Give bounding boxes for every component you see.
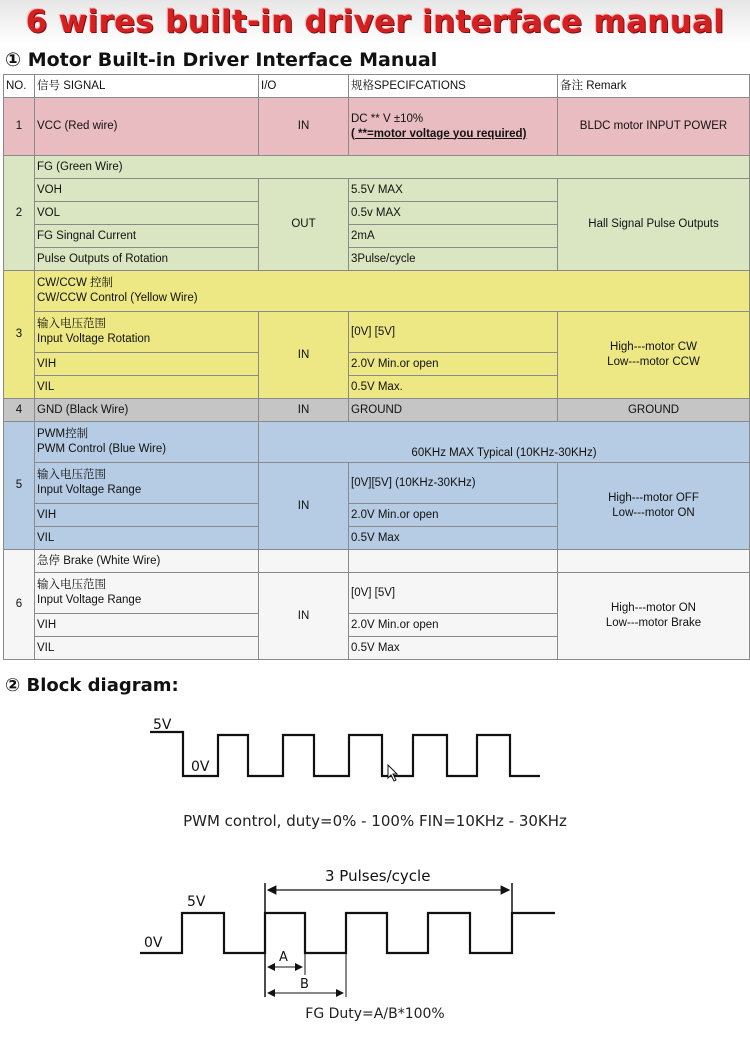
range-en: Input Voltage Rotation: [37, 333, 151, 345]
spec-line: DC ** V ±10%: [351, 112, 424, 125]
spec-cell: 0.5v MAX: [349, 202, 558, 225]
fg-waveform-diagram: [0, 855, 750, 1005]
table-row: [4, 156, 750, 179]
range-cn: 输入电压范围: [37, 469, 106, 481]
remark-cell: [558, 573, 750, 660]
signal-title: [35, 422, 259, 463]
signal-title: [35, 271, 750, 312]
signal-cell: VIL: [35, 527, 259, 550]
io-cell: IN: [259, 399, 349, 422]
frequency-note: 60KHz MAX Typical (10KHz-30KHz): [259, 422, 750, 463]
table-row: [4, 550, 750, 573]
row-number: 1: [4, 98, 35, 156]
row-number: 6: [4, 550, 35, 660]
header-spec: 规格SPECIFCATIONS: [349, 75, 558, 98]
fg-label-cycle: 3 Pulses/cycle: [325, 867, 431, 885]
spec-cell: [349, 98, 558, 156]
table-row: [4, 422, 750, 463]
remark-cell: [558, 312, 750, 399]
section-block-diagram-title: ② Block diagram:: [5, 675, 179, 696]
range-en: Input Voltage Range: [37, 594, 142, 606]
spec-cell: 2.0V Min.or open: [349, 353, 558, 376]
signal-cell: VCC (Red wire): [35, 98, 259, 156]
table-row: [4, 271, 750, 312]
remark-cell: [558, 463, 750, 550]
signal-cell: VOH: [35, 179, 259, 202]
spec-cell: 2.0V Min.or open: [349, 504, 558, 527]
remark-cell: GROUND: [558, 399, 750, 422]
remark-line: Low---motor ON: [612, 507, 695, 519]
range-en: Input Voltage Range: [37, 484, 142, 496]
pwm-label-0v: 0V: [191, 759, 210, 775]
signal-cell: GND (Black Wire): [35, 399, 259, 422]
header-remark: 备注 Remark: [558, 75, 750, 98]
spec-note: ( **=motor voltage you required): [351, 127, 527, 140]
remark-cell: BLDC motor INPUT POWER: [558, 98, 750, 156]
io-cell: OUT: [259, 179, 349, 271]
section-interface-title: ① Motor Built-in Driver Interface Manual: [5, 49, 438, 71]
spec-cell: [0V][5V] (10KHz-30KHz): [349, 463, 558, 504]
remark-line: High---motor CW: [610, 341, 697, 353]
empty-cell: [558, 550, 750, 573]
table-row: [4, 463, 750, 504]
banner: [0, 0, 750, 44]
spec-cell: 2.0V Min.or open: [349, 614, 558, 637]
row-number: 2: [4, 156, 35, 271]
interface-spec-table: [3, 74, 750, 660]
signal-title-cn: PWM控制: [37, 428, 89, 440]
fg-label-0v: 0V: [144, 935, 163, 951]
empty-cell: [259, 550, 349, 573]
remark-line: Low---motor Brake: [605, 617, 702, 629]
io-cell: IN: [259, 312, 349, 399]
remark-line: High---motor ON: [611, 602, 696, 614]
range-cn: 输入电压范围: [37, 579, 106, 591]
table-row: [4, 399, 750, 422]
cursor-icon: [388, 765, 397, 781]
table-row: [4, 98, 750, 156]
signal-cell: VOL: [35, 202, 259, 225]
signal-cell: FG Singnal Current: [35, 225, 259, 248]
fg-label-b: B: [300, 977, 309, 992]
signal-cell: [35, 463, 259, 504]
banner-title: 6 wires built-in driver interface manual: [25, 4, 725, 40]
fg-caption: FG Duty=A/B*100%: [305, 1006, 445, 1022]
header-signal: 信号 SIGNAL: [35, 75, 259, 98]
signal-cell: VIL: [35, 637, 259, 660]
spec-cell: [0V] [5V]: [349, 312, 558, 353]
spec-cell: 5.5V MAX: [349, 179, 558, 202]
io-cell: IN: [259, 463, 349, 550]
table-header-row: [4, 75, 750, 98]
empty-cell: [349, 550, 558, 573]
io-cell: IN: [259, 573, 349, 660]
header-io: I/O: [259, 75, 349, 98]
row-number: 4: [4, 399, 35, 422]
fg-label-5v: 5V: [187, 894, 206, 910]
row-number: 5: [4, 422, 35, 550]
pwm-caption: PWM control, duty=0% - 100% FIN=10KHz - 30KHz: [183, 812, 567, 830]
signal-title-en: PWM Control (Blue Wire): [37, 443, 167, 455]
signal-cell: Pulse Outputs of Rotation: [35, 248, 259, 271]
signal-cell: VIH: [35, 353, 259, 376]
spec-cell: [0V] [5V]: [349, 573, 558, 614]
signal-cell: VIH: [35, 504, 259, 527]
remark-line: Low---motor CCW: [607, 356, 700, 368]
spec-cell: 0.5V Max: [349, 637, 558, 660]
signal-title: FG (Green Wire): [35, 156, 750, 179]
row-number: 3: [4, 271, 35, 399]
range-cn: 输入电压范围: [37, 318, 106, 330]
table-row: [4, 312, 750, 353]
spec-cell: 0.5V Max.: [349, 376, 558, 399]
pwm-waveform-diagram: [0, 705, 750, 805]
signal-cell: [35, 573, 259, 614]
spec-cell: 0.5V Max: [349, 527, 558, 550]
remark-cell: Hall Signal Pulse Outputs: [558, 179, 750, 271]
signal-cell: VIH: [35, 614, 259, 637]
table-row: [4, 573, 750, 614]
fg-waveform: [140, 913, 555, 953]
pwm-label-5v: 5V: [153, 717, 172, 733]
remark-line: High---motor OFF: [608, 492, 699, 504]
io-cell: IN: [259, 98, 349, 156]
spec-cell: 2mA: [349, 225, 558, 248]
signal-title-en: CW/CCW Control (Yellow Wire): [37, 292, 198, 304]
table-row: [4, 179, 750, 202]
header-no: NO.: [4, 75, 35, 98]
signal-cell: [35, 312, 259, 353]
spec-cell: 3Pulse/cycle: [349, 248, 558, 271]
signal-title: 急停 Brake (White Wire): [35, 550, 259, 573]
fg-label-a: A: [279, 950, 288, 965]
signal-title-cn: CW/CCW 控制: [37, 277, 114, 289]
spec-cell: GROUND: [349, 399, 558, 422]
signal-cell: VIL: [35, 376, 259, 399]
